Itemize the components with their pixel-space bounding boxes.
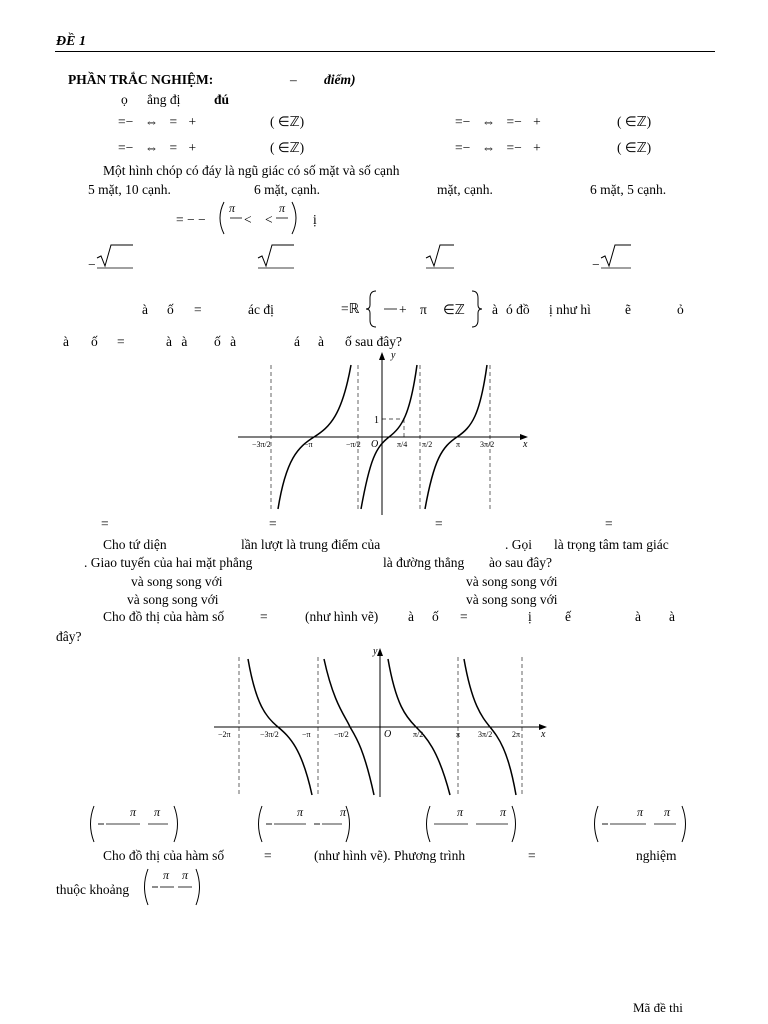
q5-l2-b: là đường thẳng [383, 555, 465, 570]
q1-option-d-cond: ( ∈ℤ) [617, 140, 652, 155]
q6-a-pi-2: π [154, 805, 161, 819]
q4-answer-a: = [101, 516, 109, 531]
graph1-x-label: x [523, 439, 528, 450]
q6-l1-e: ị [528, 609, 532, 624]
graph1-tick-pi-2: π/2 [422, 440, 433, 449]
q6-function-graph [210, 645, 555, 800]
graph1-tick-pi-4: π/4 [397, 440, 408, 449]
q6-c-pi-1: π [457, 805, 464, 819]
q3-answer-d-radical [599, 242, 639, 272]
q4-l1-b: ố [167, 302, 174, 317]
q3-pi-right: π [279, 201, 286, 215]
q4-l1-h: ẽ [625, 302, 631, 317]
q3-lt-1: < [244, 212, 252, 227]
q6-l1-f: ế [565, 609, 571, 624]
graph1-tick-pi: π [456, 440, 461, 449]
graph2-origin: O [384, 729, 392, 740]
graph2-x-label: x [541, 729, 546, 740]
q4-l2-g: à [318, 334, 324, 349]
q3-pi-left: π [229, 201, 236, 215]
q6-l1-eq2: = [460, 609, 468, 624]
q6-answer-b-interval [254, 803, 354, 845]
q1-option-c: =− ⇔ = + [118, 140, 197, 155]
q6-l1-eq: = [260, 609, 268, 624]
graph1-one-label: 1 [374, 415, 379, 426]
q4-l2-c: = [117, 334, 125, 349]
footer-exam-code: Mã đề thi [633, 1000, 683, 1015]
q6-l2: đây? [56, 629, 82, 644]
q2-option-b: 6 mặt, cạnh. [254, 182, 320, 197]
q4-l2-a: à [63, 334, 69, 349]
graph1-tick-3pi-2: 3π/2 [480, 440, 495, 449]
graph2-tick-neg-pi-2: −π/2 [334, 730, 349, 739]
q1-option-b-cond: ( ∈ℤ) [617, 114, 652, 129]
q7-l1-c: nghiệm [636, 848, 677, 863]
q4-domain-plus-pi: + π [399, 302, 427, 317]
q5-option-c: và song song với [127, 592, 219, 607]
q4-l2-f: á [294, 334, 300, 349]
q5-l2-a: . Giao tuyến của hai mặt phẳng [84, 555, 253, 570]
q7-pi-2: π [182, 868, 189, 882]
q4-domain-eq: =ℝ [341, 301, 360, 316]
q4-l2-d: à à [166, 334, 188, 349]
q1-option-d: =− ⇔ =− + [455, 140, 541, 155]
q6-l1-d: ố [432, 609, 439, 624]
q7-l2: thuộc khoảng [56, 882, 130, 897]
graph2-tick-neg-2pi: −2π [218, 730, 231, 739]
q3-lt-2: < [265, 212, 273, 227]
q6-d-pi-1: π [637, 805, 644, 819]
q6-answer-c-interval [422, 803, 522, 845]
graph2-tick-3pi-2: 3π/2 [478, 730, 493, 739]
q5-l2-c: ào sau đây? [489, 555, 552, 570]
q6-l1-h: à [669, 609, 675, 624]
graph1-y-label: y [391, 350, 396, 361]
q6-l1-b: (như hình vẽ) [305, 609, 379, 624]
q2-option-a: 5 mặt, 10 cạnh. [88, 182, 171, 197]
q7-l1-eq2: = [528, 848, 536, 863]
q3-inequality-paren [214, 198, 304, 238]
q6-b-pi-2: π [340, 805, 347, 819]
section-points: điểm) [324, 72, 356, 87]
section-title: PHẦN TRẮC NGHIỆM: [68, 72, 214, 87]
q4-l1-c: = [194, 302, 202, 317]
q6-d-pi-2: π [664, 805, 671, 819]
q4-answer-b: = [269, 516, 277, 531]
q7-interval [140, 866, 204, 908]
q6-c-pi-2: π [500, 805, 507, 819]
section-dash: – [290, 72, 297, 87]
q4-l2-h: ố sau đây? [345, 334, 402, 349]
q5-l1-b: lần lượt là trung điểm của [241, 537, 381, 552]
q7-pi-1: π [163, 868, 170, 882]
graph2-tick-2pi: 2π [512, 730, 521, 739]
q1-option-b: =− ⇔ =− + [455, 114, 541, 129]
q3-answer-c-radical [424, 242, 464, 272]
q4-l1-g: ị như hì [549, 302, 591, 317]
q5-option-b: và song song với [466, 574, 558, 589]
graph2-tick-pi-2: π/2 [413, 730, 424, 739]
q4-answer-d: = [605, 516, 613, 531]
q4-domain-in-z: ∈ℤ [443, 302, 465, 317]
q1-option-c-cond: ( ∈ℤ) [270, 140, 305, 155]
q7-l1-b: (như hình vẽ). Phương trình [314, 848, 466, 863]
q6-b-pi-1: π [297, 805, 304, 819]
q1-option-a-cond: ( ∈ℤ) [270, 114, 305, 129]
header-divider [55, 51, 715, 52]
q5-l1-c: . Gọi [505, 537, 532, 552]
q3-answer-a-minus: − [88, 257, 96, 272]
q1-stem-a: ọ [121, 92, 128, 107]
q1-option-a: =− ⇔ = + [118, 114, 197, 129]
q4-l1-i: ỏ [677, 302, 684, 317]
q1-stem-b: ẳng đị [147, 92, 181, 107]
q3-answer-d-minus: − [592, 257, 600, 272]
q5-l1-d: là trọng tâm tam giác [554, 537, 669, 552]
graph1-tick-neg-pi-2: −π/2 [346, 440, 361, 449]
q4-l1-a: à [142, 302, 148, 317]
header-title: ĐỀ 1 [56, 34, 86, 49]
q5-option-a: và song song với [131, 574, 223, 589]
graph1-tick-neg-pi: −π [304, 440, 313, 449]
q2-stem: Một hình chóp có đáy là ngũ giác có số mặt và số cạnh [103, 163, 400, 178]
q5-l1-a: Cho tứ diện [103, 537, 167, 552]
q4-l1-d: ác đị [248, 302, 274, 317]
q4-function-graph [234, 347, 534, 517]
graph2-tick-neg-pi: −π [302, 730, 311, 739]
q2-option-d: 6 mặt, 5 cạnh. [590, 182, 667, 197]
q4-l2-b: ố [91, 334, 98, 349]
graph2-y-label: y [373, 646, 378, 657]
q3-answer-a-radical [95, 242, 135, 272]
graph2-tick-pi: π [456, 730, 461, 739]
q3-tail: ị [313, 212, 317, 227]
graph1-tick-neg-3pi-2: −3π/2 [252, 440, 271, 449]
graph2-tick-neg-3pi-2: −3π/2 [260, 730, 279, 739]
q6-l1-a: Cho đồ thị của hàm số [103, 609, 225, 624]
q4-answer-c: = [435, 516, 443, 531]
q7-l1-eq: = [264, 848, 272, 863]
q5-option-d: và song song với [466, 592, 558, 607]
q6-l1-g: à [635, 609, 641, 624]
q4-l2-e: ố à [214, 334, 237, 349]
q1-stem-c: đú [214, 92, 230, 107]
q4-l1-e: à [492, 302, 498, 317]
q4-l1-f: ó đồ [506, 302, 530, 317]
q2-option-c: mặt, cạnh. [437, 182, 493, 197]
q7-l1-a: Cho đồ thị của hàm số [103, 848, 225, 863]
q6-a-pi-1: π [130, 805, 137, 819]
q3-answer-b-radical [256, 242, 296, 272]
q3-expr-lhs: = − − [176, 212, 206, 227]
q6-l1-c: à [408, 609, 414, 624]
graph1-origin: O [371, 439, 379, 450]
